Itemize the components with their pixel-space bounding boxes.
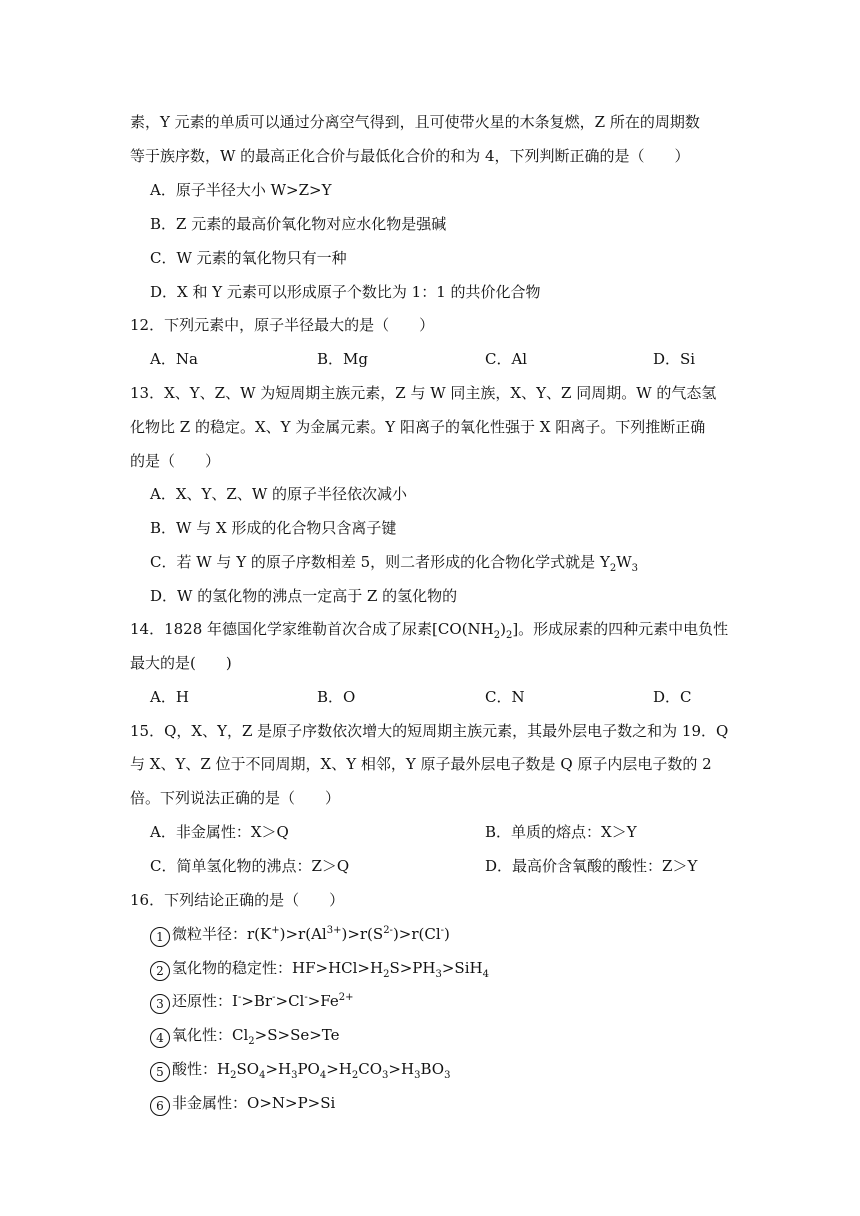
q16-item-1: 1 微粒半径：$r(K^+)>r(Al^{3+})>r(S^{2-})>r(Cl^-)$ (150, 924, 450, 947)
q15-option-b: B．单质的熔点：X＞Y (485, 823, 637, 841)
q14-option-b: B．O (317, 688, 356, 706)
q12-option-c: C．Al (485, 350, 528, 368)
circled-number: 5 (150, 1062, 170, 1082)
q11-stem-line1: 素，Y 元素的单质可以通过分离空气得到，且可使带火星的木条复燃，Z 所在的周期数 (130, 113, 700, 131)
circled-number: 6 (150, 1096, 170, 1116)
q15-option-a: A．非金属性：X＞Q (150, 823, 289, 841)
circled-number: 2 (150, 961, 170, 981)
q13-option-c: C．若 W 与 Y 的原子序数相差 5，则二者形成的化合物化学式就是 $Y_2W_3$ (150, 553, 639, 574)
q11-option-b: B．Z 元素的最高价氧化物对应水化物是强碱 (150, 215, 447, 233)
q12-option-b: B．Mg (317, 350, 368, 368)
q14-option-c: C．N (485, 688, 525, 706)
q16-item-4: 4 氧化性：$Cl_2>S>Se>Te$ (150, 1025, 340, 1048)
q15-stem-line3: 倍。下列说法正确的是（ ） (130, 789, 341, 807)
q13-option-b: B．W 与 X 形成的化合物只含离子键 (150, 519, 397, 537)
q14-option-a: A．H (150, 688, 189, 706)
q11-stem-line2: 等于族序数，W 的最高正化合价与最低化合价的和为 4，下列判断正确的是（ ） (130, 147, 690, 165)
q16-item-2: 2 氢化物的稳定性：$HF>HCl>H_2S>PH_3>SiH_4$ (150, 958, 489, 981)
q15-option-d: D．最高价含氧酸的酸性：Z＞Y (485, 857, 698, 875)
q11-option-c: C．W 元素的氧化物只有一种 (150, 249, 347, 267)
circled-number: 4 (150, 1028, 170, 1048)
q11-option-d: D．X 和 Y 元素可以形成原子个数比为 1：1 的共价化合物 (150, 283, 541, 301)
q15-option-c: C．简单氢化物的沸点：Z＞Q (150, 857, 350, 875)
q15-stem-line2: 与 X、Y、Z 位于不同周期，X、Y 相邻，Y 原子最外层电子数是 Q 原子内层电子数的 2 (130, 755, 712, 773)
q13-stem-line3: 的是（ ） (130, 452, 221, 470)
q16-stem: 16．下列结论正确的是（ ） (130, 891, 345, 909)
q12-option-a: A．Na (150, 350, 198, 368)
q13-option-a: A．X、Y、Z、W 的原子半径依次减小 (150, 485, 408, 503)
q13-option-d: D．W 的氢化物的沸点一定高于 Z 的氢化物的 (150, 587, 458, 605)
q12-stem: 12．下列元素中，原子半径最大的是（ ） (130, 316, 435, 334)
q11-option-a: A．原子半径大小 W>Z>Y (150, 181, 332, 199)
q15-stem-line1: 15．Q，X、Y，Z 是原子序数依次增大的短周期主族元素，其最外层电子数之和为 19．Q (130, 722, 729, 740)
q14-stem-line1: 14．1828 年德国化学家维勒首次合成了尿素$[CO(NH_2)_2]$。形成尿素的四种元素中电负性 (130, 620, 729, 641)
q16-item-5: 5 酸性：$H_2SO_4>H_3PO_4>H_2CO_3>H_3BO_3$ (150, 1059, 450, 1082)
q16-item-3: 3 还原性：$I^->Br^->Cl^->Fe^{2+}$ (150, 991, 354, 1014)
q14-option-d: D．C (653, 688, 692, 706)
q12-option-d: D．Si (653, 350, 696, 368)
circled-number: 3 (150, 994, 170, 1014)
q13-stem-line2: 化物比 Z 的稳定。X、Y 为金属元素。Y 阳离子的氧化性强于 X 阳离子。下列推断正确 (130, 418, 706, 436)
q16-item-6: 6 非金属性：O>N>P>Si (150, 1093, 335, 1116)
circled-number: 1 (150, 927, 170, 947)
q14-stem-line2: 最大的是( ) (130, 654, 232, 672)
q13-stem-line1: 13．X、Y、Z、W 为短周期主族元素，Z 与 W 同主族，X、Y、Z 同周期。W 的气态氢 (130, 384, 717, 402)
